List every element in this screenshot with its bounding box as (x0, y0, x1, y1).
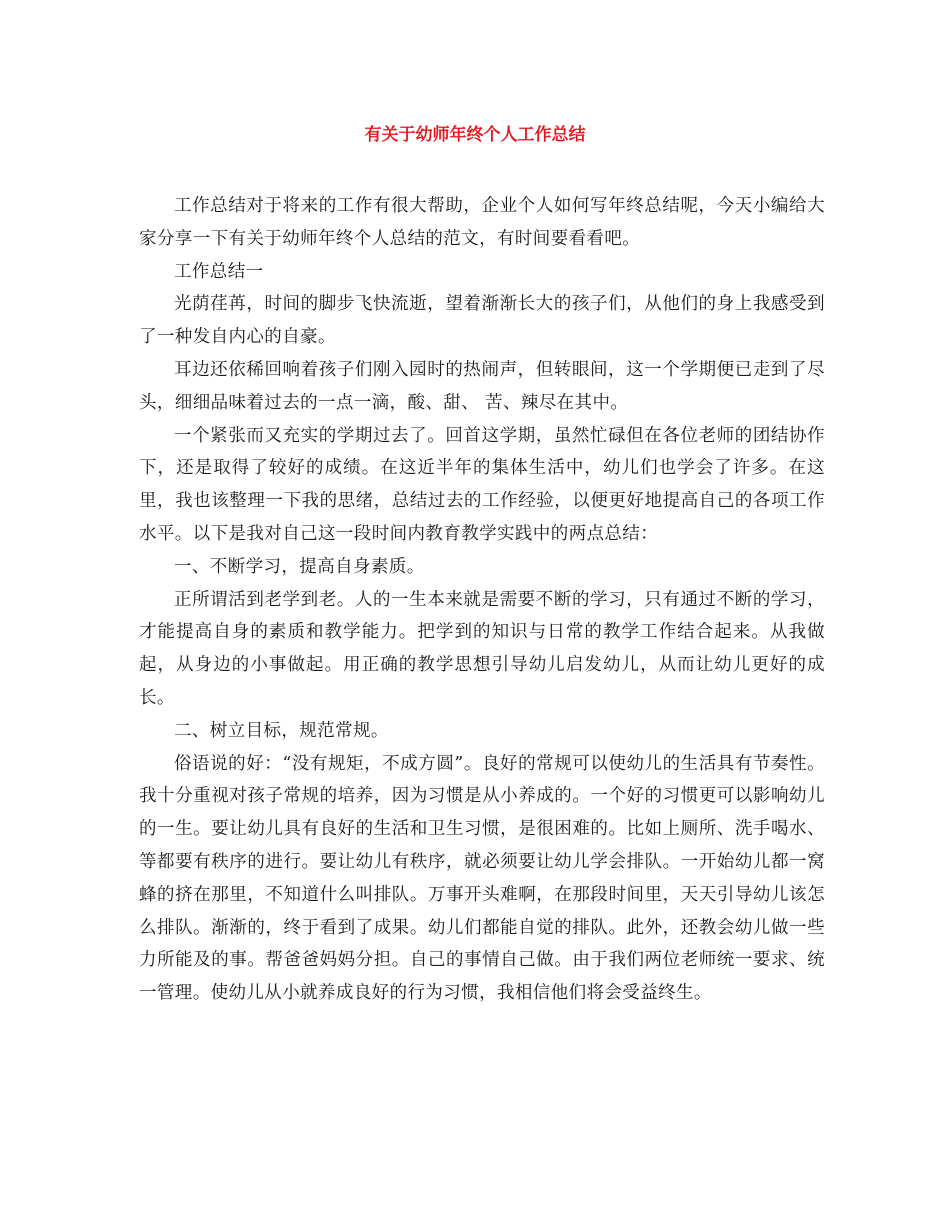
body-paragraph: 俗语说的好：“没有规矩，不成方圆”。良好的常规可以使幼儿的生活具有节奏性。我十分重视对孩子常规的培养，因为习惯是从小养成的。一个好的习惯更可以影响幼儿的一生。要让幼儿具有良好的生活和卫生习惯，是很困难的。比如上厕所、洗手喝水、等都要有秩序的进行。要让幼儿有秩序，就必须要让幼儿学会排队。一开始幼儿都一窝蜂的挤在那里，不知道什么叫排队。万事开头难啊，在那段时间里，天天引导幼儿该怎么排队。渐渐的，终于看到了成果。幼儿们都能自觉的排队。此外，还教会幼儿做一些力所能及的事。帮爸爸妈妈分担。自己的事情自己做。由于我们两位老师统一要求、统一管理。使幼儿从小就养成良好的行为习惯，我相信他们将会受益终生。 (139, 753, 825, 1004)
intro-paragraph: 工作总结对于将来的工作有很大帮助，企业个人如何写年终总结呢，今天小编给大家分享一下有关于幼师年终个人总结的范文，有时间要看看吧。 (139, 196, 825, 249)
body-paragraph: 一个紧张而又充实的学期过去了。回首这学期，虽然忙碌但在各位老师的团结协作下，还是取得了较好的成绩。在这近半年的集体生活中，幼儿们也学会了许多。在这里，我也该整理一下我的思绪，总结过去的工作经验，以便更好地提高自己的各项工作水平。以下是我对自己这一段时间内教育教学实践中的两点总结： (139, 425, 825, 544)
document-title: 有关于幼师年终个人工作总结 (364, 125, 586, 145)
body-paragraph: 耳边还依稀回响着孩子们刚入园时的热闹声，但转眼间，这一个学期便已走到了尽头，细细品味着过去的一点一滴，酸、甜、 苦、辣尽在其中。 (139, 359, 825, 413)
body-paragraph: 正所谓活到老学到老。人的一生本来就是需要不断的学习，只有通过不断的学习， 才能提高自身的素质和教学能力。把学到的知识与日常的教学工作结合起来。从我做起，从身边的小事做起。用正确的教学思想引导幼儿启发幼儿，从而让幼儿更好的成长。 (139, 589, 825, 708)
document-body (139, 190, 825, 1010)
body-paragraph: 光荫荏苒，时间的脚步飞快流逝，望着渐渐长大的孩子们，从他们的身上我感受到了一种发自内心的自豪。 (139, 294, 825, 348)
section-heading-goals: 二、树立目标，规范常规。 (174, 720, 389, 741)
section-heading-summary-one: 工作总结一 (174, 261, 264, 282)
section-heading-learning: 一、不断学习，提高自身素质。 (174, 556, 425, 577)
